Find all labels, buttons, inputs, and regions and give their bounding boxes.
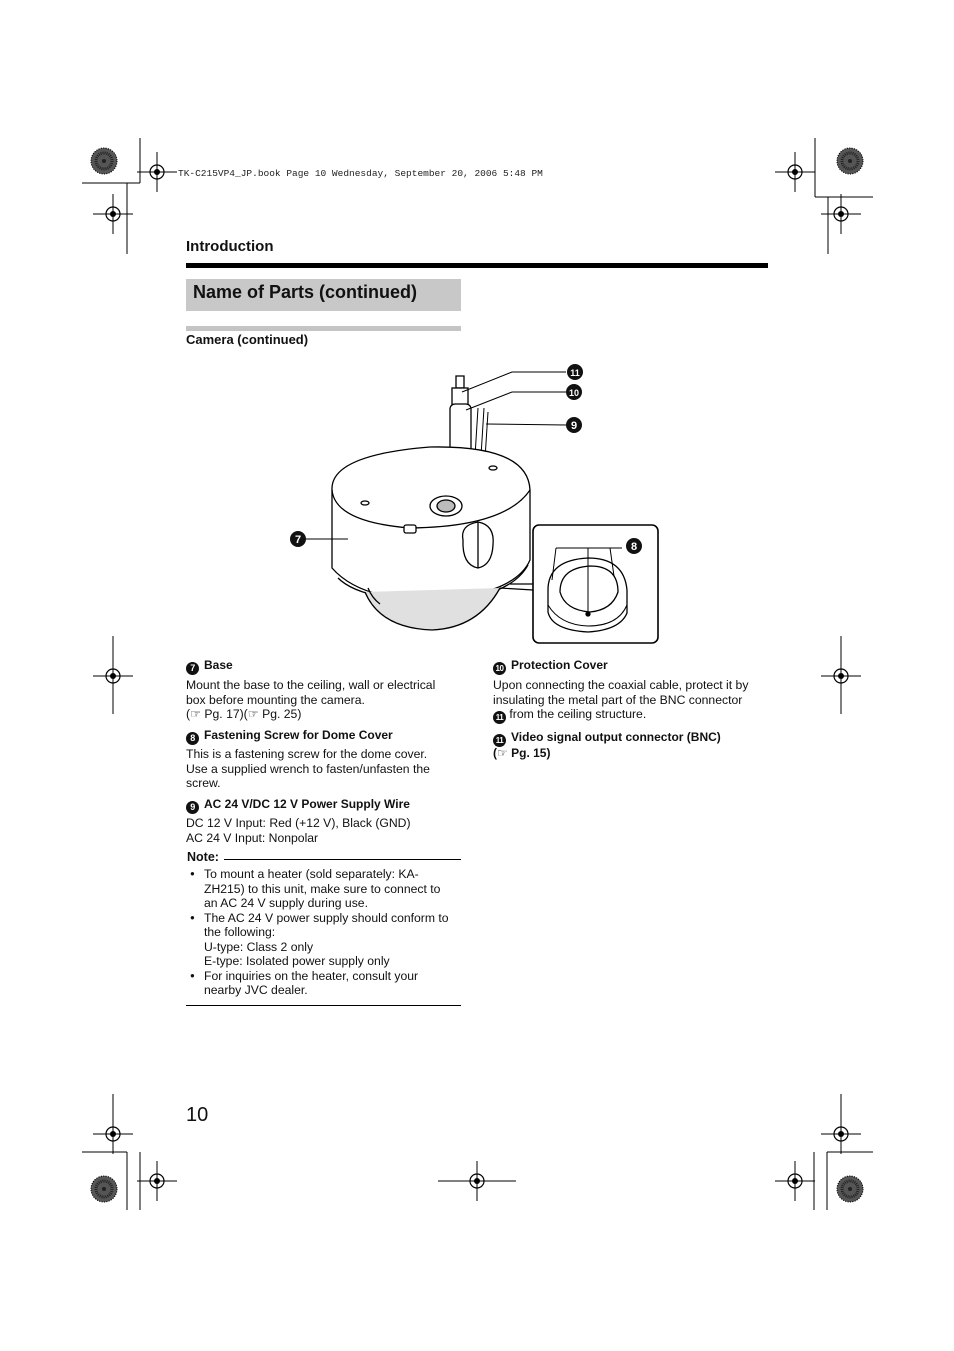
text-protection-cover: Upon connecting the coaxial cable, protect it by insulating the metal part of the BNC connector 11 from the ceiling structure. xyxy=(493,678,749,722)
print-info-line: TK-C215VP4_JP.book Page 10 Wednesday, September 20, 2006 5:48 PM xyxy=(178,168,543,179)
heading-video-output: 11 Video signal output connector (BNC) xyxy=(493,730,721,747)
heading-power: 9 AC 24 V/DC 12 V Power Supply Wire xyxy=(186,797,410,814)
heading-protection-cover: 10 Protection Cover xyxy=(493,658,608,675)
note-label: Note: xyxy=(187,850,219,864)
text-screw: This is a fastening screw for the dome cover. Use a supplied wrench to fasten/unfasten the screw. xyxy=(186,747,430,790)
pointing-hand-icon: ☞ xyxy=(247,707,259,721)
page-number: 10 xyxy=(186,1104,209,1126)
pointing-hand-icon: ☞ xyxy=(190,707,201,721)
ref-video-output: (☞ Pg. 15) xyxy=(493,746,551,760)
note-list xyxy=(186,867,461,998)
list-item: ● To mount a heater (sold separately: KA- ZH215) to this unit, make sure to connect to an AC 24 V supply during use. xyxy=(186,867,461,911)
section-heading: Introduction xyxy=(186,238,274,255)
pointing-hand-icon: ☞ xyxy=(497,746,508,760)
callout-10: 10 xyxy=(568,388,580,398)
text-power: DC 12 V Input: Red (+12 V), Black (GND) AC 24 V Input: Nonpolar xyxy=(186,816,411,845)
heading-base: 7 Base xyxy=(186,658,233,675)
subtitle: Camera (continued) xyxy=(186,332,309,347)
page-title: Name of Parts (continued) xyxy=(193,282,418,302)
note-bottom-rule xyxy=(186,1005,461,1006)
callout-7: 7 xyxy=(294,534,302,546)
heading-screw: 8 Fastening Screw for Dome Cover xyxy=(186,728,393,745)
note-top-rule xyxy=(224,859,461,860)
callout-9: 9 xyxy=(570,420,578,432)
callout-11: 11 xyxy=(570,368,580,378)
callout-8: 8 xyxy=(630,541,638,553)
list-item: ● The AC 24 V power supply should conform to the following: U-type: Class 2 only E-type: Isolated power supply only xyxy=(186,911,461,969)
list-item: ● For inquiries on the heater, consult your nearby JVC dealer. xyxy=(186,969,461,998)
text-base: Mount the base to the ceiling, wall or electrical box before mounting the camera. (☞ Pg. 17)(☞ Pg. 25) xyxy=(186,678,436,721)
